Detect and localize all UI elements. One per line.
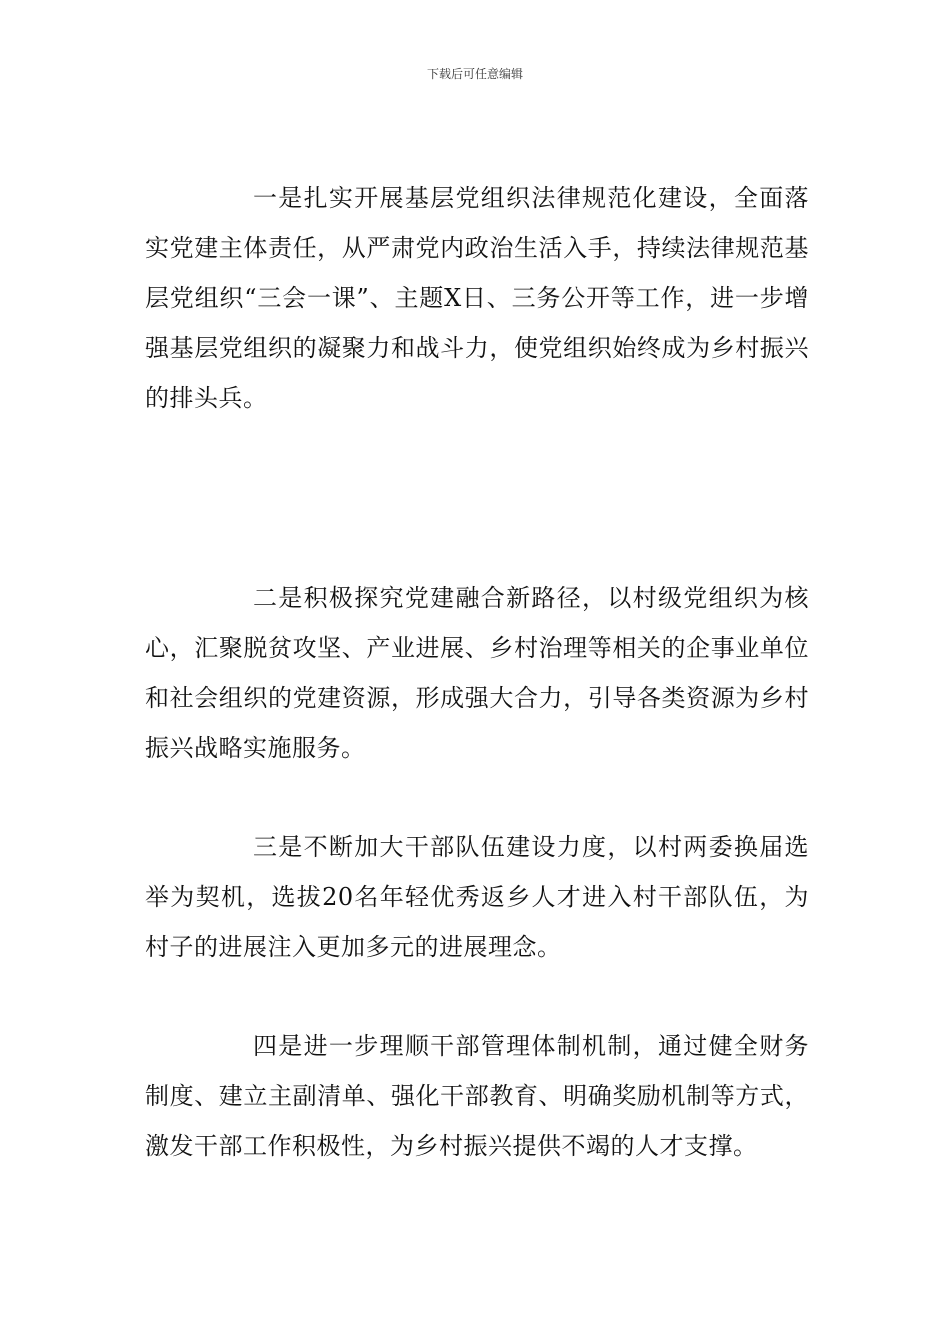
page-header: 下载后可任意编辑 xyxy=(426,67,523,81)
paragraph-2: 二是积极探究党建融合新路径，以村级党组织为核心，汇聚脱贫攻坚、产业进展、乡村治理等相关的企事业单位和社会组织的党建资源，形成强大合力，引导各类资源为乡村振兴战略实施服务。 xyxy=(145,584,809,762)
paragraph-1: 一是扎实开展基层党组织法律规范化建设，全面落实党建主体责任，从严肃党内政治生活入手，持续法律规范基层党组织“三会一课”、主题X日、三务公开等工作，进一步增强基层党组织的凝聚力和战斗力，使党组织始终成为乡村振兴的排头兵。 xyxy=(145,184,809,412)
paragraph-4: 四是进一步理顺干部管理体制机制，通过健全财务制度、建立主副清单、强化干部教育、明确奖励机制等方式，激发干部工作积极性，为乡村振兴提供不竭的人才支撑。 xyxy=(145,1032,809,1160)
paragraph-3: 三是不断加大干部队伍建设力度，以村两委换届选举为契机，选拔20名年轻优秀返乡人才进入村干部队伍，为村子的进展注入更加多元的进展理念。 xyxy=(145,833,809,961)
